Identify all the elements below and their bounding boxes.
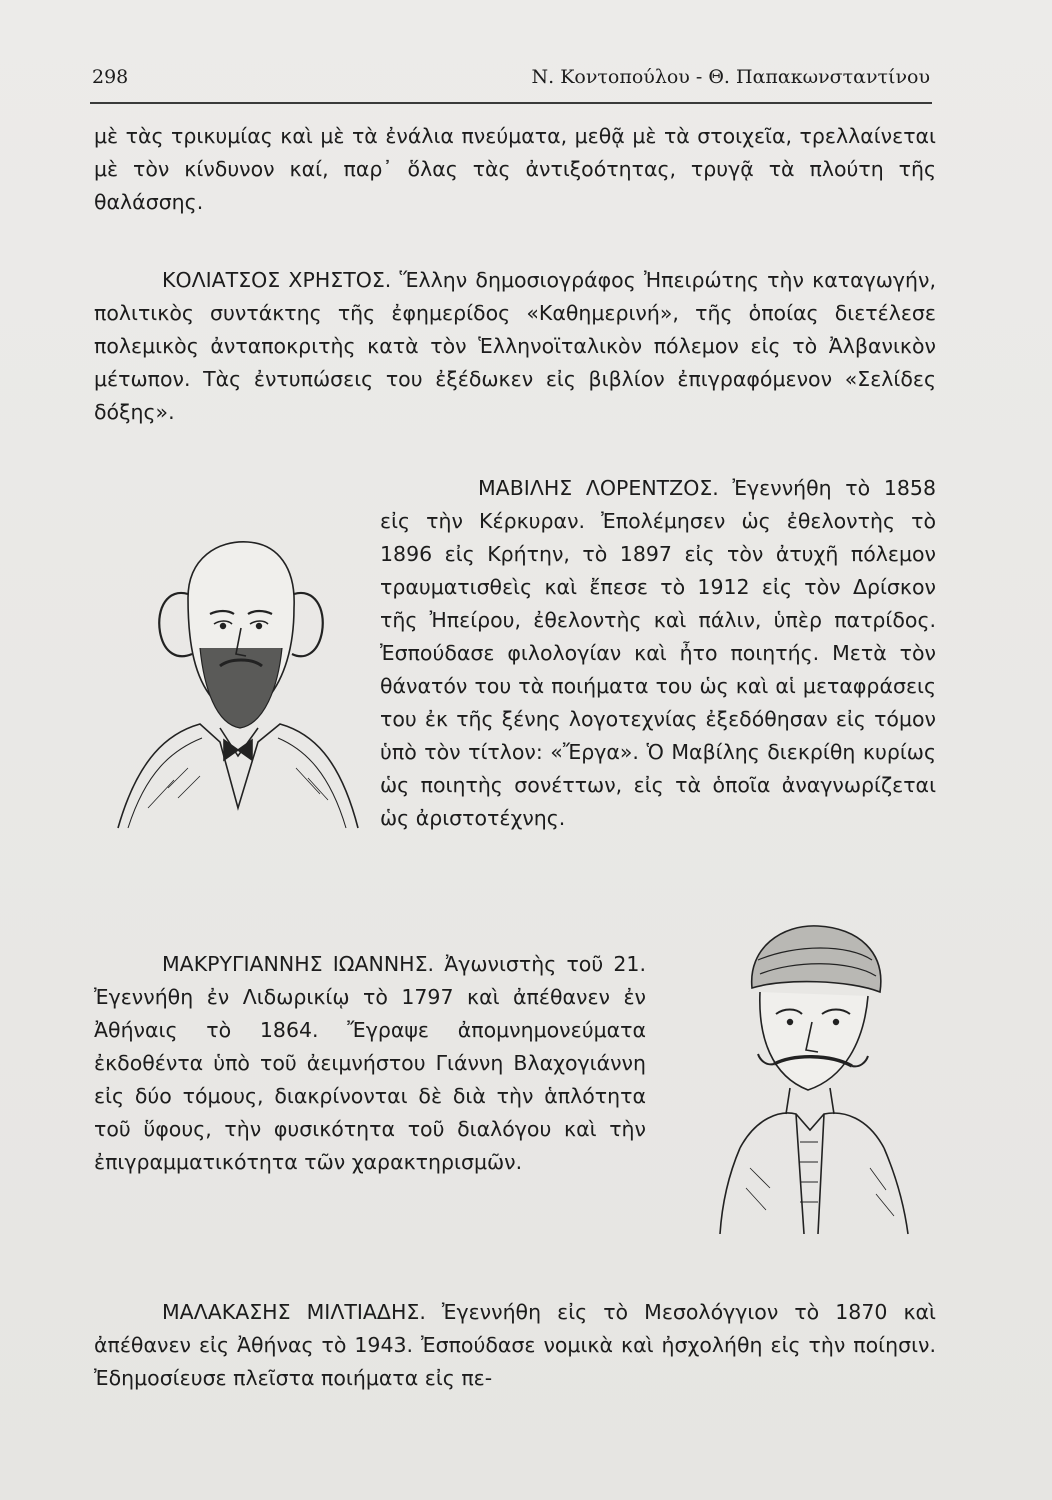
intro-text: μὲ τὰς τρικυμίας καὶ μὲ τὰ ἐνάλια πνεύματα, μεθᾷ μὲ τὰ στοιχεῖα, τρελλαίνεται μὲ τὸν κίνδυνον καί, παρ᾽ ὅλας τὰς ἀντιξοότητας, τρυγᾷ τὰ πλούτη τῆς θαλάσσης. bbox=[94, 124, 936, 214]
entry-makrygiannis-text: ΜΑΚΡΥΓΙΑΝΝΗΣ ΙΩΑΝΝΗΣ. Ἀγωνιστὴς τοῦ 21. Ἐγεννήθη ἐν Λιδωρικίῳ τὸ 1797 καὶ ἀπέθανεν ἐν Ἀθήναις τὸ 1864. Ἔγραψε ἀπομνημονεύματα ἐκδοθέντα ὑπὸ τοῦ ἀειμνήστου Γιάννη Βλαχογιάννη εἰς δύο τόμους, διακρίνονται δὲ διὰ τὴν ἁπλότητα τοῦ ὕφους, τὴν φυσικότητα τοῦ διαλόγου καὶ τὴν ἐπιγραμματικότητα τῶν χαρακτηρισμῶν. bbox=[94, 952, 646, 1174]
intro-paragraph bbox=[94, 120, 936, 219]
portrait-makrygiannis bbox=[700, 918, 930, 1236]
engraved-portrait-turbaned-man bbox=[700, 918, 930, 1236]
entry-malakasis-text: ΜΑΛΑΚΑΣΗΣ ΜΙΛΤΙΑΔΗΣ. Ἐγεννήθη εἰς τὸ Μεσολόγγιον τὸ 1870 καὶ ἀπέθανεν εἰς Ἀθήνας τὸ 1943. Ἐσπούδασε νομικὰ καὶ ἠσχολήθη εἰς τὴν ποίησιν. Ἐδημοσίευσε πλεῖστα ποιήματα εἰς πε- bbox=[94, 1300, 936, 1390]
entry-mavilis-text: ΜΑΒΙΛΗΣ ΛΟΡΕΝΤΖΟΣ. Ἐγεννήθη τὸ 1858 εἰς τὴν Κέρκυραν. Ἐπολέμησεν ὡς ἐθελοντὴς τὸ 1896 εἰς Κρήτην, τὸ 1897 εἰς τὸν ἀτυχῆ πόλεμον τραυματισθεὶς καὶ ἔπεσε τὸ 1912 εἰς τὸν Δρίσκον τῆς Ἠπείρου, ἐθελοντὴς καὶ πάλιν, ὑπὲρ πατρίδος. Ἐσπούδασε φιλολογίαν καὶ ἦτο ποιητής. Μετὰ τὸν θάνατόν του τὰ ποιήματα του ὡς καὶ αἱ μεταφράσεις του ἐκ τῆς ξένης λογοτεχνίας ἐξεδόθησαν εἰς τόμον ὑπὸ τὸν τίτλον: «Ἔργα». Ὁ Μαβίλης διεκρίθη κυρίως ὡς ποιητὴς σονέττων, εἰς τὰ ὁποῖα ἀναγνωρίζεται ὡς ἀριστοτέχνης. bbox=[380, 476, 936, 830]
engraved-portrait-bearded-man bbox=[108, 528, 366, 844]
entry-makrygiannis bbox=[94, 948, 646, 1179]
entry-malakasis bbox=[94, 1296, 936, 1395]
entry-koliatsos bbox=[94, 264, 936, 429]
entry-koliatsos-text: ΚΟΛΙΑΤΣΟΣ ΧΡΗΣΤΟΣ. Ἕλλην δημοσιογράφος Ἠπειρώτης τὴν καταγωγήν, πολιτικὸς συντάκτης τῆς ἐφημερίδος «Καθημερινή», τῆς ὁποίας διετέλεσε πολεμικὸς ἀνταποκριτὴς κατὰ τὸν Ἑλληνοϊταλικὸν πόλεμον εἰς τὸ Ἀλβανικὸν μέτωπον. Τὰς ἐντυπώσεις του ἐξέδωκεν εἰς βιβλίον ἐπιγραφόμενον «Σελίδες δόξης». bbox=[94, 268, 936, 424]
portrait-mavilis bbox=[108, 528, 366, 844]
page-header bbox=[92, 66, 930, 100]
running-title: Ν. Κοντοπούλου - Θ. Παπακωνσταντίνου bbox=[531, 66, 930, 88]
entry-mavilis bbox=[380, 472, 936, 835]
page-number: 298 bbox=[92, 66, 129, 88]
header-rule bbox=[90, 102, 932, 104]
